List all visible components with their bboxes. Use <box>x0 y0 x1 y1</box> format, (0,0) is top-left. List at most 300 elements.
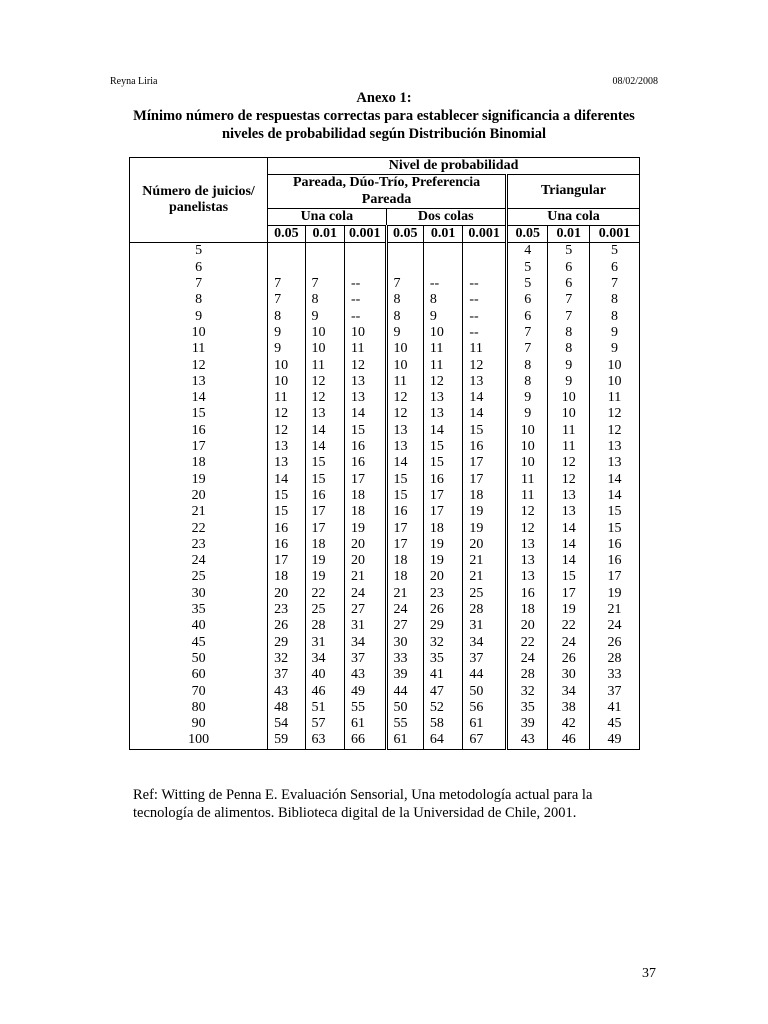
value-cell: 13 <box>590 439 640 455</box>
value-cell: 8 <box>268 309 305 325</box>
value-cell: 37 <box>463 651 507 667</box>
value-cell: 9 <box>423 309 462 325</box>
table-row <box>130 635 640 651</box>
value-cell: 16 <box>463 439 507 455</box>
table-row <box>130 651 640 667</box>
value-cell: 8 <box>386 292 423 308</box>
row-count-cell: 30 <box>130 586 268 602</box>
value-cell: 19 <box>423 553 462 569</box>
value-cell: 7 <box>386 276 423 292</box>
value-cell: 34 <box>344 635 386 651</box>
row-count-cell: 11 <box>130 341 268 357</box>
table-row <box>130 439 640 455</box>
value-cell: 16 <box>423 472 462 488</box>
value-cell: 18 <box>423 521 462 537</box>
value-cell: 24 <box>344 586 386 602</box>
value-cell: 61 <box>344 716 386 732</box>
value-cell: 14 <box>268 472 305 488</box>
value-cell: 10 <box>305 341 344 357</box>
reference-line-2: tecnología de alimentos. Biblioteca digital de la Universidad de Chile, 2001. <box>133 805 577 821</box>
value-cell: 8 <box>386 309 423 325</box>
value-cell: 8 <box>506 358 548 374</box>
value-cell: 9 <box>506 406 548 422</box>
header-author: Reyna Liria <box>110 76 158 87</box>
value-cell: -- <box>423 276 462 292</box>
value-cell: 14 <box>548 521 590 537</box>
value-cell: -- <box>463 276 507 292</box>
value-cell: 17 <box>305 504 344 520</box>
value-cell: 11 <box>386 374 423 390</box>
document-title <box>100 89 668 143</box>
value-cell: 28 <box>305 618 344 634</box>
value-cell: 9 <box>548 374 590 390</box>
table-row <box>130 684 640 700</box>
level-header: 0.05 <box>506 226 548 243</box>
value-cell: 9 <box>305 309 344 325</box>
value-cell: 18 <box>305 537 344 553</box>
value-cell: 12 <box>590 406 640 422</box>
value-cell: 17 <box>386 537 423 553</box>
value-cell: 27 <box>386 618 423 634</box>
value-cell: 11 <box>423 341 462 357</box>
value-cell: 7 <box>506 325 548 341</box>
value-cell: 49 <box>344 684 386 700</box>
table-row <box>130 732 640 749</box>
row-count-cell: 6 <box>130 260 268 276</box>
value-cell: 12 <box>386 406 423 422</box>
value-cell: 10 <box>548 406 590 422</box>
value-cell: 7 <box>268 276 305 292</box>
row-count-cell: 80 <box>130 700 268 716</box>
value-cell: 55 <box>344 700 386 716</box>
value-cell: 58 <box>423 716 462 732</box>
value-cell: 11 <box>548 423 590 439</box>
value-cell: 10 <box>386 341 423 357</box>
value-cell: 7 <box>590 276 640 292</box>
value-cell: 9 <box>590 341 640 357</box>
title-line-1: Anexo 1: <box>356 90 412 106</box>
value-cell: 16 <box>344 439 386 455</box>
value-cell: 59 <box>268 732 305 749</box>
value-cell: 32 <box>506 684 548 700</box>
value-cell: 10 <box>590 358 640 374</box>
value-cell: 19 <box>463 521 507 537</box>
value-cell: 10 <box>268 374 305 390</box>
value-cell: 17 <box>305 521 344 537</box>
value-cell: 18 <box>506 602 548 618</box>
value-cell: 19 <box>344 521 386 537</box>
value-cell: 55 <box>386 716 423 732</box>
value-cell: 45 <box>590 716 640 732</box>
value-cell: 16 <box>506 586 548 602</box>
value-cell: 43 <box>506 732 548 749</box>
value-cell: 12 <box>463 358 507 374</box>
value-cell: 16 <box>268 537 305 553</box>
group1-header: Pareada, Dúo-Trío, Preferencia Pareada <box>268 175 507 209</box>
level-header: 0.001 <box>344 226 386 243</box>
value-cell: 18 <box>344 504 386 520</box>
title-line-2: Mínimo número de respuestas correctas para establecer significancia a diferentes <box>133 108 635 124</box>
col-num-header: Número de juicios/ panelistas <box>130 158 268 243</box>
value-cell: 37 <box>590 684 640 700</box>
value-cell: 19 <box>548 602 590 618</box>
value-cell: 15 <box>305 455 344 471</box>
value-cell: 12 <box>386 390 423 406</box>
table-row <box>130 309 640 325</box>
value-cell: 11 <box>463 341 507 357</box>
value-cell: 66 <box>344 732 386 749</box>
value-cell: 7 <box>305 276 344 292</box>
value-cell: 9 <box>590 325 640 341</box>
value-cell: 10 <box>386 358 423 374</box>
row-count-cell: 19 <box>130 472 268 488</box>
reference-line-1: Ref: Witting de Penna E. Evaluación Sensorial, Una metodología actual para la <box>133 787 593 803</box>
value-cell: 20 <box>268 586 305 602</box>
value-cell: 16 <box>386 504 423 520</box>
value-cell: 13 <box>344 390 386 406</box>
value-cell: 14 <box>386 455 423 471</box>
value-cell: 7 <box>548 292 590 308</box>
level-header: 0.01 <box>423 226 462 243</box>
una-cola-header: Una cola <box>268 208 386 225</box>
row-count-cell: 40 <box>130 618 268 634</box>
table-row <box>130 586 640 602</box>
level-header: 0.001 <box>463 226 507 243</box>
value-cell: 51 <box>305 700 344 716</box>
value-cell: 15 <box>548 569 590 585</box>
value-cell: 18 <box>386 553 423 569</box>
value-cell: 52 <box>423 700 462 716</box>
value-cell: 24 <box>548 635 590 651</box>
value-cell: 14 <box>548 553 590 569</box>
value-cell <box>463 260 507 276</box>
value-cell <box>386 243 423 260</box>
row-count-cell: 10 <box>130 325 268 341</box>
value-cell: 28 <box>506 667 548 683</box>
value-cell: 33 <box>590 667 640 683</box>
value-cell: 19 <box>305 569 344 585</box>
level-header: 0.001 <box>590 226 640 243</box>
value-cell: 31 <box>463 618 507 634</box>
value-cell: 49 <box>590 732 640 749</box>
value-cell: 20 <box>506 618 548 634</box>
value-cell: 12 <box>548 472 590 488</box>
value-cell: 63 <box>305 732 344 749</box>
value-cell: 20 <box>344 553 386 569</box>
value-cell: 15 <box>386 488 423 504</box>
value-cell: 39 <box>386 667 423 683</box>
value-cell: 14 <box>548 537 590 553</box>
row-count-cell: 7 <box>130 276 268 292</box>
value-cell: 32 <box>268 651 305 667</box>
value-cell: -- <box>463 292 507 308</box>
value-cell: 30 <box>548 667 590 683</box>
row-count-cell: 70 <box>130 684 268 700</box>
value-cell: 21 <box>463 569 507 585</box>
table-row <box>130 569 640 585</box>
value-cell: 19 <box>463 504 507 520</box>
table-row <box>130 553 640 569</box>
value-cell: 8 <box>305 292 344 308</box>
value-cell: 5 <box>590 243 640 260</box>
value-cell: 13 <box>590 455 640 471</box>
value-cell: 11 <box>344 341 386 357</box>
value-cell: 41 <box>423 667 462 683</box>
value-cell: 6 <box>506 292 548 308</box>
value-cell: 17 <box>463 472 507 488</box>
value-cell: 32 <box>423 635 462 651</box>
value-cell: 47 <box>423 684 462 700</box>
row-count-cell: 23 <box>130 537 268 553</box>
value-cell: 35 <box>423 651 462 667</box>
value-cell: 43 <box>344 667 386 683</box>
value-cell: -- <box>344 292 386 308</box>
value-cell: 34 <box>463 635 507 651</box>
reference <box>133 786 653 822</box>
row-count-cell: 45 <box>130 635 268 651</box>
value-cell: 6 <box>590 260 640 276</box>
value-cell: 15 <box>386 472 423 488</box>
value-cell: 25 <box>305 602 344 618</box>
value-cell <box>344 243 386 260</box>
value-cell: 15 <box>268 488 305 504</box>
value-cell: 44 <box>463 667 507 683</box>
value-cell: 23 <box>268 602 305 618</box>
row-count-cell: 24 <box>130 553 268 569</box>
value-cell: 8 <box>590 309 640 325</box>
table-row <box>130 374 640 390</box>
value-cell: 34 <box>305 651 344 667</box>
value-cell: 13 <box>423 406 462 422</box>
table-row <box>130 292 640 308</box>
value-cell: 7 <box>506 341 548 357</box>
value-cell: 13 <box>423 390 462 406</box>
value-cell: 21 <box>344 569 386 585</box>
value-cell: 12 <box>423 374 462 390</box>
value-cell <box>344 260 386 276</box>
value-cell: 12 <box>548 455 590 471</box>
value-cell: 17 <box>423 504 462 520</box>
table-row <box>130 276 640 292</box>
table-row <box>130 455 640 471</box>
value-cell: 44 <box>386 684 423 700</box>
value-cell: -- <box>344 309 386 325</box>
value-cell: 6 <box>548 276 590 292</box>
value-cell: 26 <box>590 635 640 651</box>
value-cell: 42 <box>548 716 590 732</box>
table-row <box>130 325 640 341</box>
value-cell: 13 <box>268 439 305 455</box>
group2-header: Triangular <box>506 175 639 209</box>
value-cell: 21 <box>590 602 640 618</box>
row-count-cell: 15 <box>130 406 268 422</box>
value-cell: 48 <box>268 700 305 716</box>
table-row <box>130 504 640 520</box>
value-cell: 13 <box>268 455 305 471</box>
value-cell: -- <box>344 276 386 292</box>
value-cell: 17 <box>344 472 386 488</box>
value-cell: 7 <box>548 309 590 325</box>
value-cell: 19 <box>305 553 344 569</box>
table-row <box>130 358 640 374</box>
value-cell: 46 <box>305 684 344 700</box>
value-cell: 8 <box>506 374 548 390</box>
value-cell: 12 <box>506 521 548 537</box>
value-cell: 16 <box>268 521 305 537</box>
row-count-cell: 13 <box>130 374 268 390</box>
value-cell: 23 <box>423 586 462 602</box>
value-cell: 17 <box>423 488 462 504</box>
value-cell: 13 <box>463 374 507 390</box>
value-cell: 5 <box>506 276 548 292</box>
value-cell: 15 <box>305 472 344 488</box>
table-row <box>130 602 640 618</box>
value-cell: 12 <box>506 504 548 520</box>
value-cell: 56 <box>463 700 507 716</box>
value-cell: 18 <box>386 569 423 585</box>
value-cell: 16 <box>590 537 640 553</box>
value-cell: 15 <box>463 423 507 439</box>
value-cell: 15 <box>590 521 640 537</box>
value-cell: 17 <box>463 455 507 471</box>
value-cell: 6 <box>548 260 590 276</box>
value-cell: 39 <box>506 716 548 732</box>
value-cell: 26 <box>548 651 590 667</box>
row-count-cell: 50 <box>130 651 268 667</box>
value-cell: 13 <box>548 504 590 520</box>
dos-colas-header: Dos colas <box>386 208 506 225</box>
binomial-table <box>129 157 640 750</box>
row-count-cell: 12 <box>130 358 268 374</box>
value-cell: 17 <box>268 553 305 569</box>
value-cell: 67 <box>463 732 507 749</box>
value-cell: 5 <box>548 243 590 260</box>
value-cell: 13 <box>386 423 423 439</box>
row-count-cell: 18 <box>130 455 268 471</box>
value-cell: 12 <box>344 358 386 374</box>
table-row <box>130 423 640 439</box>
value-cell: 13 <box>305 406 344 422</box>
value-cell: 11 <box>506 472 548 488</box>
value-cell: 7 <box>268 292 305 308</box>
value-cell: 8 <box>590 292 640 308</box>
value-cell <box>386 260 423 276</box>
value-cell: 20 <box>344 537 386 553</box>
level-header: 0.01 <box>548 226 590 243</box>
value-cell: 14 <box>590 472 640 488</box>
row-count-cell: 5 <box>130 243 268 260</box>
value-cell: 10 <box>506 423 548 439</box>
table-row <box>130 488 640 504</box>
value-cell: 30 <box>386 635 423 651</box>
value-cell: 27 <box>344 602 386 618</box>
value-cell: 11 <box>268 390 305 406</box>
value-cell <box>423 243 462 260</box>
table-row <box>130 406 640 422</box>
table-row <box>130 243 640 260</box>
value-cell: 26 <box>423 602 462 618</box>
value-cell: 13 <box>506 537 548 553</box>
row-count-cell: 16 <box>130 423 268 439</box>
value-cell: 64 <box>423 732 462 749</box>
value-cell: 20 <box>463 537 507 553</box>
value-cell: 13 <box>506 553 548 569</box>
value-cell: 38 <box>548 700 590 716</box>
table-row <box>130 521 640 537</box>
value-cell: 10 <box>548 390 590 406</box>
nivel-header: Nivel de probabilidad <box>268 158 640 175</box>
value-cell: 10 <box>268 358 305 374</box>
table-row <box>130 341 640 357</box>
level-header: 0.01 <box>305 226 344 243</box>
value-cell: 14 <box>344 406 386 422</box>
value-cell: 12 <box>590 423 640 439</box>
value-cell: 12 <box>268 423 305 439</box>
value-cell: -- <box>463 309 507 325</box>
value-cell: 14 <box>463 390 507 406</box>
row-count-cell: 90 <box>130 716 268 732</box>
value-cell: 9 <box>386 325 423 341</box>
table-row <box>130 260 640 276</box>
value-cell: 37 <box>344 651 386 667</box>
row-count-cell: 14 <box>130 390 268 406</box>
value-cell: 13 <box>344 374 386 390</box>
value-cell: 21 <box>463 553 507 569</box>
value-cell: 6 <box>506 309 548 325</box>
value-cell: 10 <box>506 439 548 455</box>
table-row <box>130 700 640 716</box>
value-cell: 10 <box>423 325 462 341</box>
page-number: 37 <box>642 966 656 981</box>
value-cell: 57 <box>305 716 344 732</box>
row-count-cell: 25 <box>130 569 268 585</box>
level-header: 0.05 <box>268 226 305 243</box>
value-cell: 16 <box>344 455 386 471</box>
value-cell: 13 <box>548 488 590 504</box>
row-count-cell: 100 <box>130 732 268 749</box>
value-cell: 19 <box>590 586 640 602</box>
value-cell: 22 <box>305 586 344 602</box>
value-cell: 50 <box>386 700 423 716</box>
value-cell: 14 <box>305 423 344 439</box>
value-cell: 5 <box>506 260 548 276</box>
value-cell: 26 <box>268 618 305 634</box>
value-cell: 9 <box>268 325 305 341</box>
value-cell: 8 <box>548 325 590 341</box>
value-cell: 40 <box>305 667 344 683</box>
value-cell: 11 <box>305 358 344 374</box>
row-count-cell: 60 <box>130 667 268 683</box>
value-cell: 18 <box>268 569 305 585</box>
value-cell: 22 <box>506 635 548 651</box>
value-cell: 14 <box>590 488 640 504</box>
value-cell: 14 <box>305 439 344 455</box>
value-cell <box>305 260 344 276</box>
value-cell: 34 <box>548 684 590 700</box>
value-cell: 28 <box>590 651 640 667</box>
value-cell: 17 <box>590 569 640 585</box>
value-cell: 11 <box>506 488 548 504</box>
value-cell: 43 <box>268 684 305 700</box>
value-cell: 35 <box>506 700 548 716</box>
table-row <box>130 667 640 683</box>
value-cell: 9 <box>548 358 590 374</box>
row-count-cell: 17 <box>130 439 268 455</box>
value-cell: 24 <box>590 618 640 634</box>
value-cell: 11 <box>423 358 462 374</box>
value-cell: 8 <box>423 292 462 308</box>
title-line-3: niveles de probabilidad según Distribución Binomial <box>221 126 547 142</box>
